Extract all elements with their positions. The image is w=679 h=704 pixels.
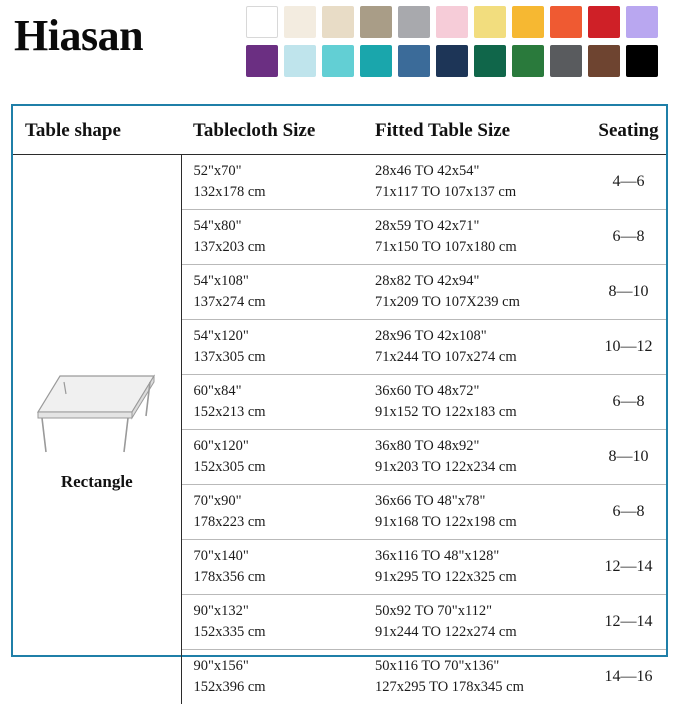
swatch-light-pink[interactable]: [436, 6, 468, 38]
fitted-size-inches: 28x59 TO 42x71": [375, 216, 591, 237]
tablecloth-size-cell: [181, 155, 363, 210]
fitted-table-size-cell: [363, 375, 591, 430]
fitted-size-inches: 36x80 TO 48x92": [375, 436, 591, 457]
tablecloth-size-cm: 137x203 cm: [194, 237, 364, 258]
fitted-table-size-cell: [363, 320, 591, 375]
tablecloth-size-cm: 152x396 cm: [194, 677, 364, 698]
fitted-size-inches: 28x82 TO 42x94": [375, 271, 591, 292]
swatch-charcoal[interactable]: [550, 45, 582, 77]
swatch-orange[interactable]: [550, 6, 582, 38]
swatch-forest-green[interactable]: [512, 45, 544, 77]
fitted-size-inches: 36x60 TO 48x72": [375, 381, 591, 402]
fitted-size-cm: 91x168 TO 122x198 cm: [375, 512, 591, 533]
tablecloth-size-cell: [181, 265, 363, 320]
fitted-table-size-cell: [363, 485, 591, 540]
seating-cell: 6—8: [591, 375, 666, 430]
tablecloth-size-cell: [181, 650, 363, 704]
tablecloth-size-cell: [181, 595, 363, 650]
tablecloth-size-inches: 52"x70": [194, 161, 364, 182]
brand-logo: Hiasan: [14, 10, 143, 61]
header-tablecloth-size: Tablecloth Size: [181, 106, 363, 155]
tablecloth-size-inches: 54"x120": [194, 326, 364, 347]
size-chart-card: [11, 104, 668, 657]
fitted-table-size-cell: [363, 155, 591, 210]
seating-cell: 10—12: [591, 320, 666, 375]
tablecloth-size-inches: 70"x140": [194, 546, 364, 567]
tablecloth-size-cell: [181, 210, 363, 265]
swatch-taupe[interactable]: [360, 6, 392, 38]
tablecloth-size-cell: [181, 430, 363, 485]
tablecloth-size-cm: 137x274 cm: [194, 292, 364, 313]
seating-cell: 12—14: [591, 595, 666, 650]
seating-cell: 6—8: [591, 210, 666, 265]
tablecloth-size-cell: [181, 375, 363, 430]
swatch-hunter-green[interactable]: [474, 45, 506, 77]
swatch-pale-yellow[interactable]: [474, 6, 506, 38]
fitted-table-size-cell: [363, 210, 591, 265]
fitted-size-cm: 71x244 TO 107x274 cm: [375, 347, 591, 368]
tablecloth-size-cell: [181, 320, 363, 375]
fitted-table-size-cell: [363, 595, 591, 650]
fitted-size-inches: 36x116 TO 48"x128": [375, 546, 591, 567]
swatch-row-1: [246, 6, 658, 38]
tablecloth-size-cm: 152x335 cm: [194, 622, 364, 643]
seating-cell: 4—6: [591, 155, 666, 210]
size-table: [13, 106, 666, 704]
swatch-pale-blue[interactable]: [284, 45, 316, 77]
fitted-size-cm: 91x203 TO 122x234 cm: [375, 457, 591, 478]
tablecloth-size-cm: 137x305 cm: [194, 347, 364, 368]
tablecloth-size-inches: 60"x120": [194, 436, 364, 457]
fitted-size-inches: 28x96 TO 42x108": [375, 326, 591, 347]
swatch-navy[interactable]: [436, 45, 468, 77]
swatch-aqua[interactable]: [322, 45, 354, 77]
fitted-table-size-cell: [363, 430, 591, 485]
fitted-size-cm: 91x244 TO 122x274 cm: [375, 622, 591, 643]
swatch-gold[interactable]: [512, 6, 544, 38]
fitted-size-cm: 71x209 TO 107X239 cm: [375, 292, 591, 313]
tablecloth-size-inches: 60"x84": [194, 381, 364, 402]
tablecloth-size-inches: 54"x80": [194, 216, 364, 237]
swatch-ivory[interactable]: [284, 6, 316, 38]
tablecloth-size-inches: 90"x132": [194, 601, 364, 622]
tablecloth-size-inches: 54"x108": [194, 271, 364, 292]
tablecloth-size-inches: 90"x156": [194, 656, 364, 677]
tablecloth-size-cell: [181, 485, 363, 540]
seating-cell: 8—10: [591, 265, 666, 320]
table-body: [13, 155, 666, 704]
swatch-lavender[interactable]: [626, 6, 658, 38]
tablecloth-size-cm: 152x213 cm: [194, 402, 364, 423]
rectangle-table-icon: [32, 368, 162, 458]
tablecloth-size-cm: 152x305 cm: [194, 457, 364, 478]
header-table-shape: Table shape: [13, 106, 181, 155]
seating-cell: 8—10: [591, 430, 666, 485]
fitted-size-inches: 50x92 TO 70"x112": [375, 601, 591, 622]
table-row: [13, 155, 666, 210]
shape-label: Rectangle: [61, 472, 133, 492]
swatch-row-2: [246, 45, 658, 77]
swatch-red[interactable]: [588, 6, 620, 38]
fitted-table-size-cell: [363, 650, 591, 704]
fitted-table-size-cell: [363, 265, 591, 320]
header-seating: Seating: [591, 106, 666, 155]
swatch-beige[interactable]: [322, 6, 354, 38]
fitted-size-inches: 36x66 TO 48"x78": [375, 491, 591, 512]
swatch-teal[interactable]: [360, 45, 392, 77]
tablecloth-size-inches: 70"x90": [194, 491, 364, 512]
fitted-size-inches: 28x46 TO 42x54": [375, 161, 591, 182]
swatch-gray[interactable]: [398, 6, 430, 38]
fitted-size-cm: 71x150 TO 107x180 cm: [375, 237, 591, 258]
swatch-white[interactable]: [246, 6, 278, 38]
swatch-steel-blue[interactable]: [398, 45, 430, 77]
color-swatch-palette: [246, 6, 658, 77]
tablecloth-size-cm: 132x178 cm: [194, 182, 364, 203]
seating-cell: 6—8: [591, 485, 666, 540]
fitted-table-size-cell: [363, 540, 591, 595]
tablecloth-size-cell: [181, 540, 363, 595]
shape-cell: [13, 155, 181, 704]
shape-illustration: [13, 368, 181, 492]
table-header-row: [13, 106, 666, 155]
fitted-size-cm: 127x295 TO 178x345 cm: [375, 677, 591, 698]
fitted-size-inches: 50x116 TO 70"x136": [375, 656, 591, 677]
fitted-size-cm: 71x117 TO 107x137 cm: [375, 182, 591, 203]
tablecloth-size-cm: 178x223 cm: [194, 512, 364, 533]
seating-cell: 14—16: [591, 650, 666, 704]
swatch-black[interactable]: [626, 45, 658, 77]
seating-cell: 12—14: [591, 540, 666, 595]
swatch-brown[interactable]: [588, 45, 620, 77]
header-fitted-table-size: Fitted Table Size: [363, 106, 591, 155]
fitted-size-cm: 91x152 TO 122x183 cm: [375, 402, 591, 423]
tablecloth-size-cm: 178x356 cm: [194, 567, 364, 588]
fitted-size-cm: 91x295 TO 122x325 cm: [375, 567, 591, 588]
swatch-purple[interactable]: [246, 45, 278, 77]
